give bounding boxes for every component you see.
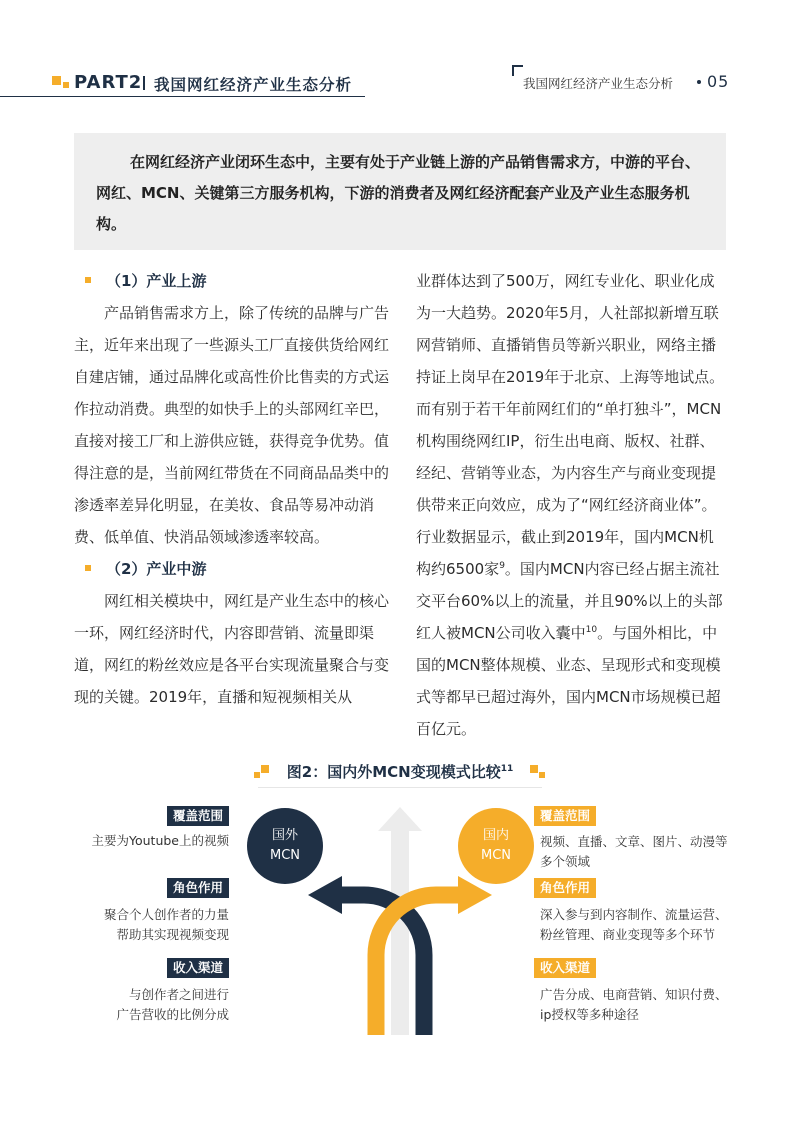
page-dot: [697, 80, 701, 84]
footnote-9: 9: [499, 561, 505, 571]
domestic-circle-line1: 国内: [482, 828, 509, 843]
foreign-revenue-line1: 与创作者之间进行: [128, 987, 229, 1002]
title-deco-right-icon: [530, 765, 546, 779]
header-square-small: [63, 82, 69, 88]
right-body-part3: 。与国外相比，中国的MCN整体规模、业态、呈现形式和变现模式等都早已超过海外，国内MCN市场规模已超百亿元。: [416, 624, 721, 738]
foreign-revenue-tag: 收入渠道: [167, 958, 229, 978]
header-bracket-icon: [512, 65, 523, 76]
part-title: 我国网红经济产业生态分析: [154, 76, 353, 94]
domestic-role-line1: 深入参与到内容制作、流量运营、: [540, 907, 728, 922]
bullet-square: [85, 565, 91, 571]
foreign-role-line2: 帮助其实现视频变现: [116, 927, 229, 942]
running-title: 我国网红经济产业生态分析: [523, 76, 674, 91]
domestic-revenue-text: [540, 985, 760, 1025]
title-deco-left-icon: [254, 765, 270, 779]
domestic-mcn-circle: [458, 808, 534, 884]
intro-box: [74, 133, 726, 250]
section1-body: 产品销售需求方上，除了传统的品牌与广告主，近年来出现了一些源头工厂直接供货给网红自建店铺，通过品牌化或高性价比售卖的方式运作拉动消费。典型的如快手上的头部网红辛巴，直接对接工厂和上游供应链，获得竞争优势。值得注意的是，当前网红带货在不同商品品类中的渗透率差异化明显，在美妆、食品等易冲动消费、低单值、快消品领域渗透率较高。: [74, 304, 390, 546]
domestic-role-text: [540, 905, 760, 945]
intro-text: 在网红经济产业闭环生态中，主要有处于产业链上游的产品销售需求方，中游的平台、网红、MCN、关键第三方服务机构，下游的消费者及网红经济配套产业及产业生态服务机构。: [96, 153, 701, 233]
section2-body: 网红相关模块中，网红是产业生态中的核心一环，网红经济时代，内容即营销、流量即渠道，网红的粉丝效应是各平台实现流量聚合与变现的关键。2019年，直播和短视频相关从: [74, 592, 390, 706]
foreign-coverage-text: 主要为Youtube上的视频: [91, 833, 229, 848]
section2-title: （2）产业中游: [106, 560, 207, 578]
domestic-coverage-text: [540, 832, 760, 872]
section1-title: （1）产业上游: [106, 272, 207, 290]
footnote-11: 11: [500, 764, 514, 774]
domestic-circle-line2: MCN: [480, 848, 512, 863]
part-separator: [143, 76, 145, 90]
gray-arrow-shaft: [391, 829, 409, 1035]
domestic-revenue-line1: 广告分成、电商营销、知识付费、: [540, 987, 728, 1002]
page-number: 05: [707, 72, 730, 91]
foreign-role-line1: 聚合个人创作者的力量: [103, 907, 229, 922]
domestic-coverage-tag: 覆盖范围: [534, 806, 596, 826]
foreign-role-text: [40, 905, 229, 945]
right-body-part2: 。国内MCN内容已经占据主流社交平台60%以上的流量，并且90%以上的头部红人被MCN公司收入囊中: [416, 560, 723, 642]
figure-title-band: [258, 787, 542, 788]
foreign-coverage-tag: 覆盖范围: [167, 806, 229, 826]
header-underline: [0, 96, 365, 97]
foreign-circle-line2: MCN: [269, 848, 301, 863]
footnote-10: 10: [585, 625, 598, 635]
gray-arrow-head: [378, 807, 422, 831]
right-body: [416, 265, 728, 745]
foreign-revenue-line2: 广告营收的比例分成: [116, 1007, 229, 1022]
foreign-circle-line1: 国外: [271, 828, 298, 843]
domestic-role-tag: 角色作用: [534, 878, 596, 898]
domestic-role-line2: 粉丝管理、商业变现等多个环节: [540, 927, 716, 942]
header-square-large: [52, 76, 61, 85]
section1-heading: [74, 265, 396, 297]
left-column: [74, 265, 396, 713]
figure-title-text: 图2：国内外MCN变现模式比较: [286, 763, 501, 781]
right-body-part1: 业群体达到了500万，网红专业化、职业化成为一大趋势。2020年5月，人社部拟新增互联网营销师、直播销售员等新兴职业，网络主播持证上岗早在2019年于北京、上海等地试点。而有别于若干年前网红们的“单打独斗”，MCN机构围绕网红IP，衍生出电商、版权、社群、经纪、营销等业态，为内容生产与商业变现提供带来正向效应，成为了“网红经济商业体”。行业数据显示，截止到2019年，国内MCN机构约6500家: [416, 272, 725, 578]
foreign-mcn-circle: [247, 808, 323, 884]
section2-heading: [74, 553, 396, 585]
domestic-coverage-line1: 视频、直播、文章、图片、动漫等: [540, 834, 728, 849]
foreign-revenue-text: [40, 985, 229, 1025]
figure-title: [0, 761, 800, 782]
domestic-revenue-tag: 收入渠道: [534, 958, 596, 978]
part-label: PART2: [74, 72, 143, 93]
foreign-role-tag: 角色作用: [167, 878, 229, 898]
domestic-revenue-line2: ip授权等多种途径: [540, 1007, 639, 1022]
bullet-square: [85, 277, 91, 283]
navy-arrow-head: [308, 876, 342, 914]
right-column: [416, 265, 728, 745]
domestic-coverage-line2: 多个领域: [540, 854, 591, 869]
